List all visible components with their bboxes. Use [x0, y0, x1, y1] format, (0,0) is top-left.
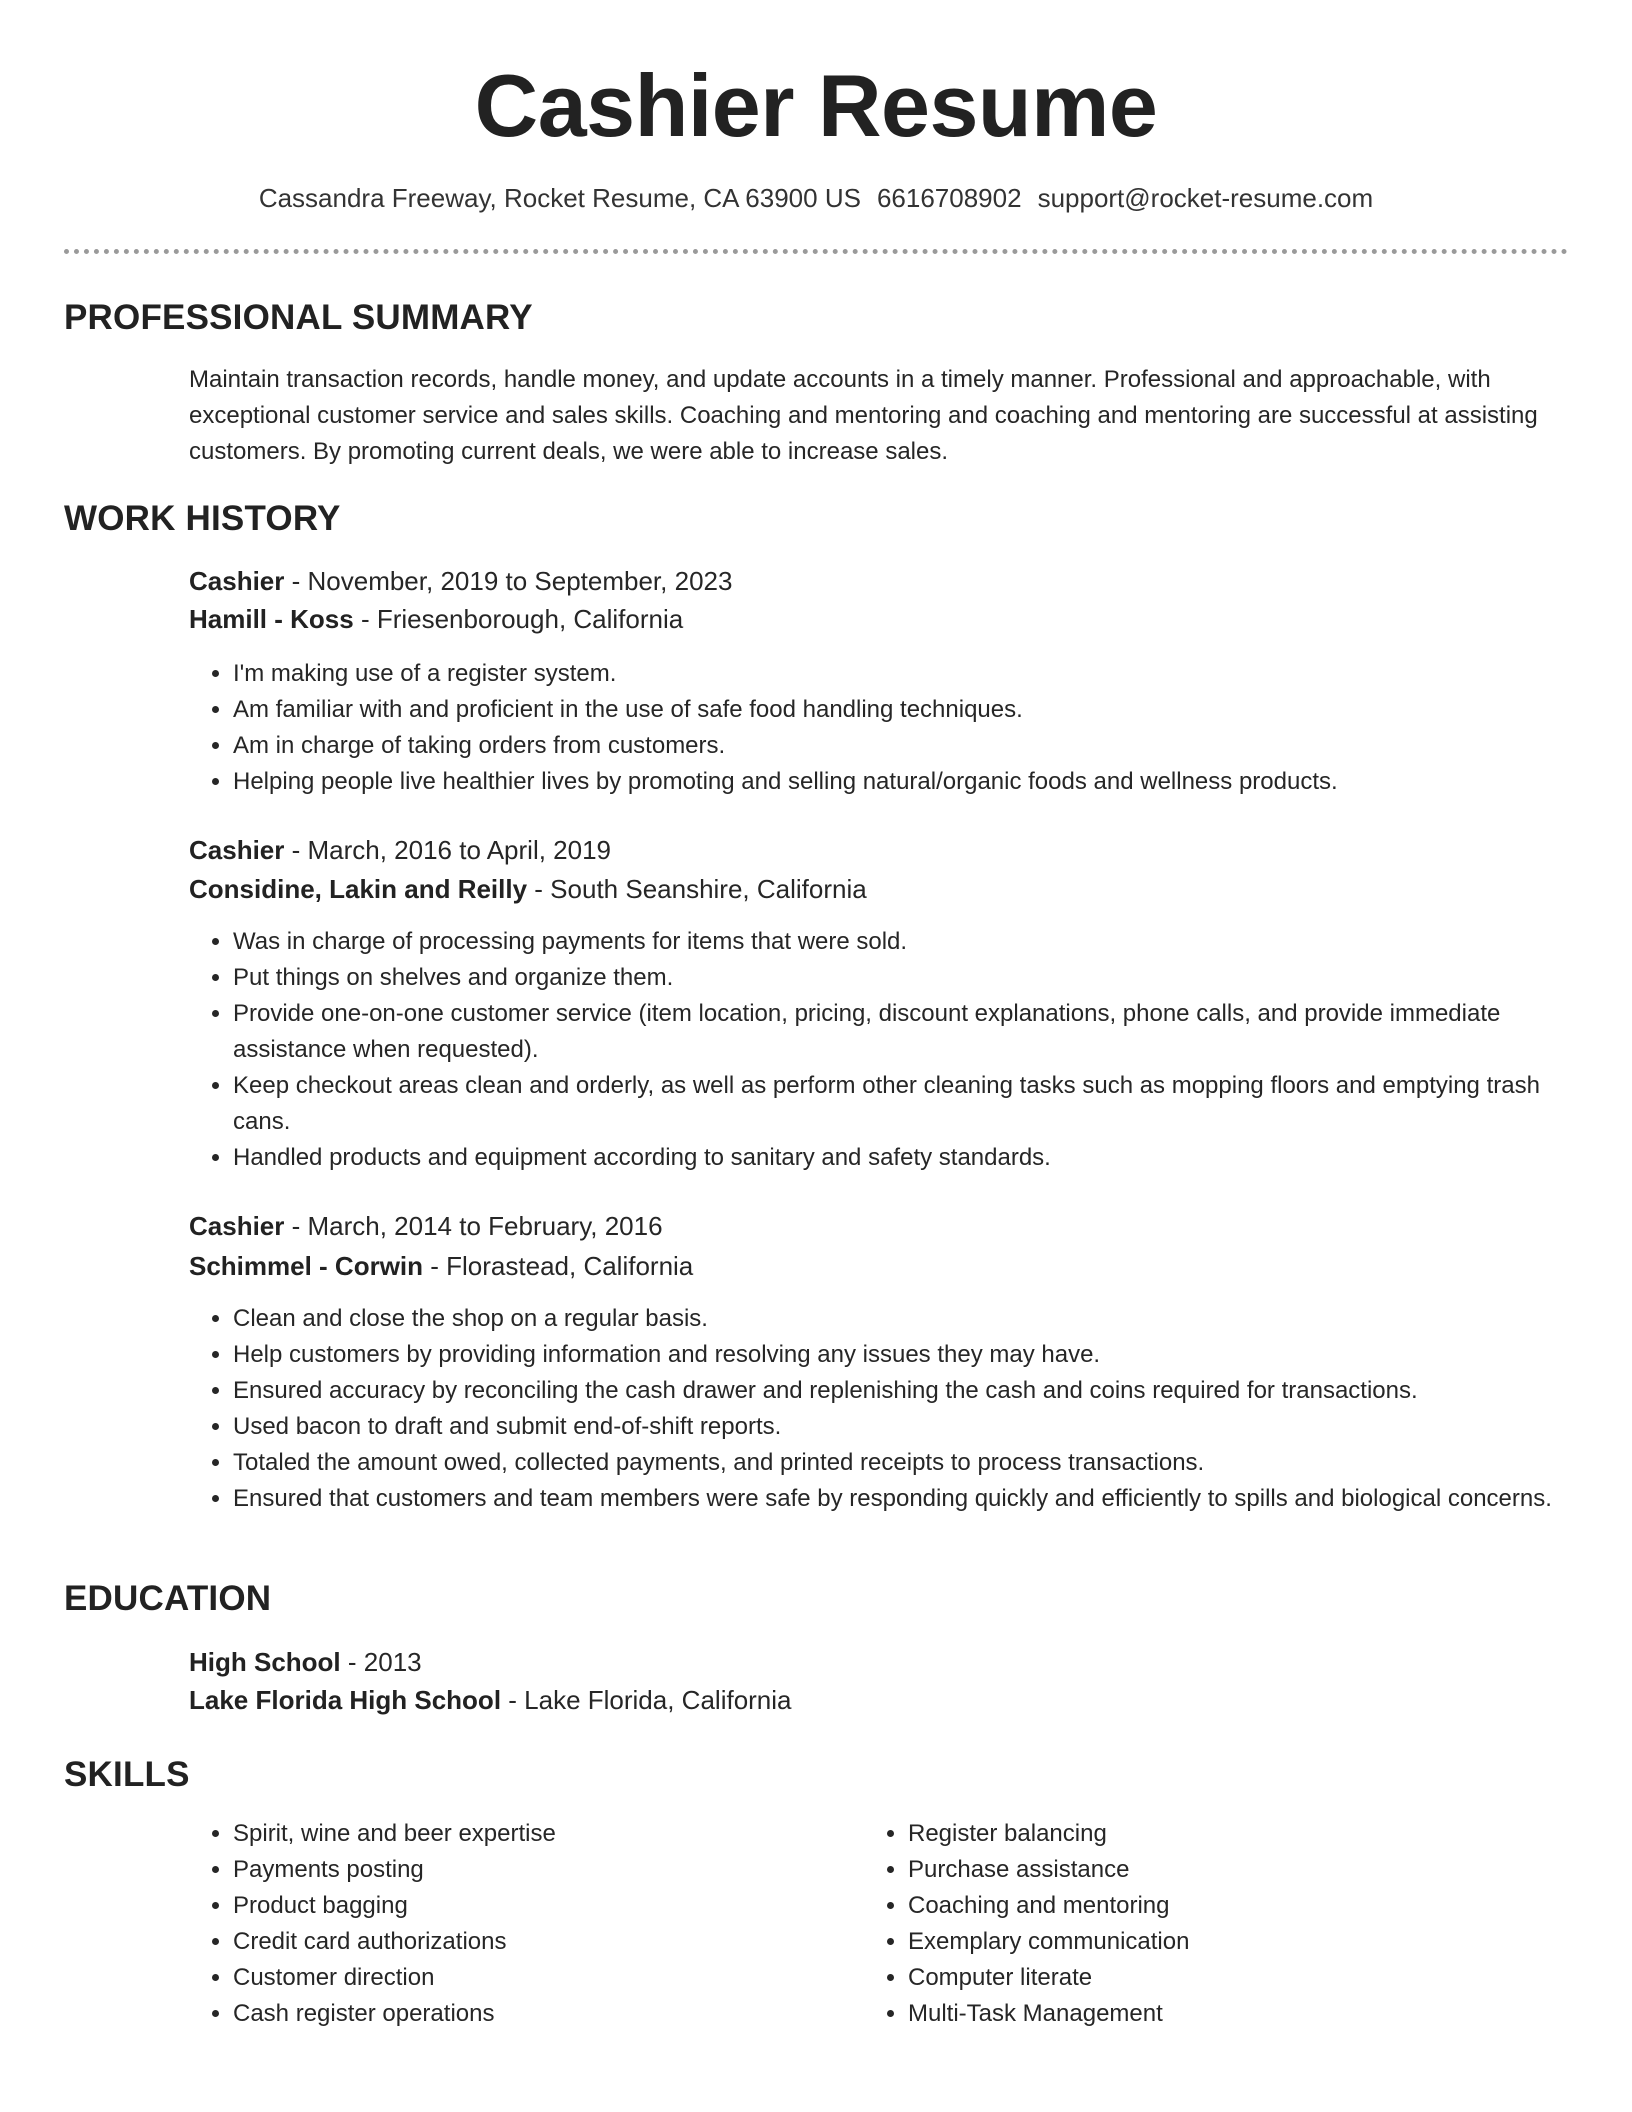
job-company-line — [189, 871, 867, 907]
education-school: Lake Florida High School — [189, 1685, 502, 1715]
job-company: Hamill - Koss — [189, 604, 354, 634]
work-history-heading: WORK HISTORY — [64, 499, 341, 538]
list-item: • Product bagging — [233, 1888, 853, 1924]
job-dates: - March, 2016 to April, 2019 — [284, 835, 612, 865]
list-item: • Exemplary communication — [908, 1924, 1528, 1960]
list-item: • Coaching and mentoring — [908, 1888, 1528, 1924]
list-item: • Clean and close the shop on a regular basis. — [233, 1301, 1603, 1337]
list-item: • Customer direction — [233, 1960, 853, 1996]
skills-list-right — [864, 1816, 1528, 2032]
job-company: Considine, Lakin and Reilly — [189, 874, 528, 904]
job-title: Cashier — [189, 1211, 285, 1241]
list-item: • Register balancing — [908, 1816, 1528, 1852]
job-dates: - March, 2014 to February, 2016 — [284, 1211, 663, 1241]
education-degree: High School — [189, 1647, 341, 1677]
job-title-line — [189, 1208, 663, 1244]
job-title: Cashier — [189, 566, 285, 596]
job-bullets — [189, 656, 1603, 800]
list-item: • Used bacon to draft and submit end-of-shift reports. — [233, 1409, 1603, 1445]
list-item: • Cash register operations — [233, 1996, 853, 2032]
skills-list-left — [189, 1816, 853, 2032]
job-location: - South Seanshire, California — [527, 874, 867, 904]
list-item: • Computer literate — [908, 1960, 1528, 1996]
list-item: • Ensured that customers and team members were safe by responding quickly and efficiently to spills and biological concerns. — [233, 1481, 1603, 1517]
list-item: • Put things on shelves and organize them. — [233, 960, 1603, 996]
job-title: Cashier — [189, 835, 285, 865]
list-item: • I'm making use of a register system. — [233, 656, 1603, 692]
job-company-line — [189, 601, 683, 637]
education-location: - Lake Florida, California — [501, 1685, 792, 1715]
job-location: - Florastead, California — [423, 1251, 694, 1281]
list-item: • Purchase assistance — [908, 1852, 1528, 1888]
skills-heading: SKILLS — [64, 1755, 190, 1794]
contact-email: support@rocket-resume.com — [1037, 183, 1374, 213]
list-item: • Am in charge of taking orders from customers. — [233, 728, 1603, 764]
list-item: • Helping people live healthier lives by promoting and selling natural/organic foods and wellness products. — [233, 764, 1603, 800]
list-item: • Keep checkout areas clean and orderly, as well as perform other cleaning tasks such as mopping floors and emptying trash cans. — [233, 1068, 1603, 1140]
job-bullets — [189, 924, 1603, 1176]
job-company: Schimmel - Corwin — [189, 1251, 424, 1281]
list-item: • Multi-Task Management — [908, 1996, 1528, 2032]
job-company-line — [189, 1248, 693, 1284]
resume-title: Cashier Resume — [474, 56, 1158, 155]
summary-text: Maintain transaction records, handle money, and update accounts in a timely manner. Professional and approachable, with exceptional customer service and sales skills. Coaching and mentoring and coaching and mentoring are successful at assisting customers. By promoting current deals, we were able to increase sales. — [189, 366, 1538, 465]
list-item: • Was in charge of processing payments for items that were sold. — [233, 924, 1603, 960]
list-item: • Provide one-on-one customer service (item location, pricing, discount explanations, phone calls, and provide immediate assistance when requested). — [233, 996, 1603, 1068]
list-item: • Am familiar with and proficient in the use of safe food handling techniques. — [233, 692, 1603, 728]
contact-address: Cassandra Freeway, Rocket Resume, CA 63900 US — [258, 183, 861, 213]
education-school-line — [189, 1682, 792, 1718]
job-dates: - November, 2019 to September, 2023 — [284, 566, 733, 596]
list-item: • Totaled the amount owed, collected payments, and printed receipts to process transactions. — [233, 1445, 1603, 1481]
contact-phone: 6616708902 — [876, 183, 1022, 213]
list-item: • Help customers by providing information and resolving any issues they may have. — [233, 1337, 1603, 1373]
list-item: • Credit card authorizations — [233, 1924, 853, 1960]
list-item: • Payments posting — [233, 1852, 853, 1888]
contact-line — [0, 181, 1632, 215]
job-title-line — [189, 563, 732, 599]
education-year: - 2013 — [340, 1647, 422, 1677]
job-location: - Friesenborough, California — [353, 604, 684, 634]
list-item: • Ensured accuracy by reconciling the cash drawer and replenishing the cash and coins required for transactions. — [233, 1373, 1603, 1409]
header-divider — [64, 249, 1568, 254]
job-title-line — [189, 832, 611, 868]
summary-heading: PROFESSIONAL SUMMARY — [64, 298, 533, 337]
list-item: • Spirit, wine and beer expertise — [233, 1816, 853, 1852]
job-bullets — [189, 1301, 1603, 1517]
list-item: • Handled products and equipment according to sanitary and safety standards. — [233, 1140, 1603, 1176]
education-degree-line — [189, 1644, 422, 1680]
education-heading: EDUCATION — [64, 1579, 272, 1618]
